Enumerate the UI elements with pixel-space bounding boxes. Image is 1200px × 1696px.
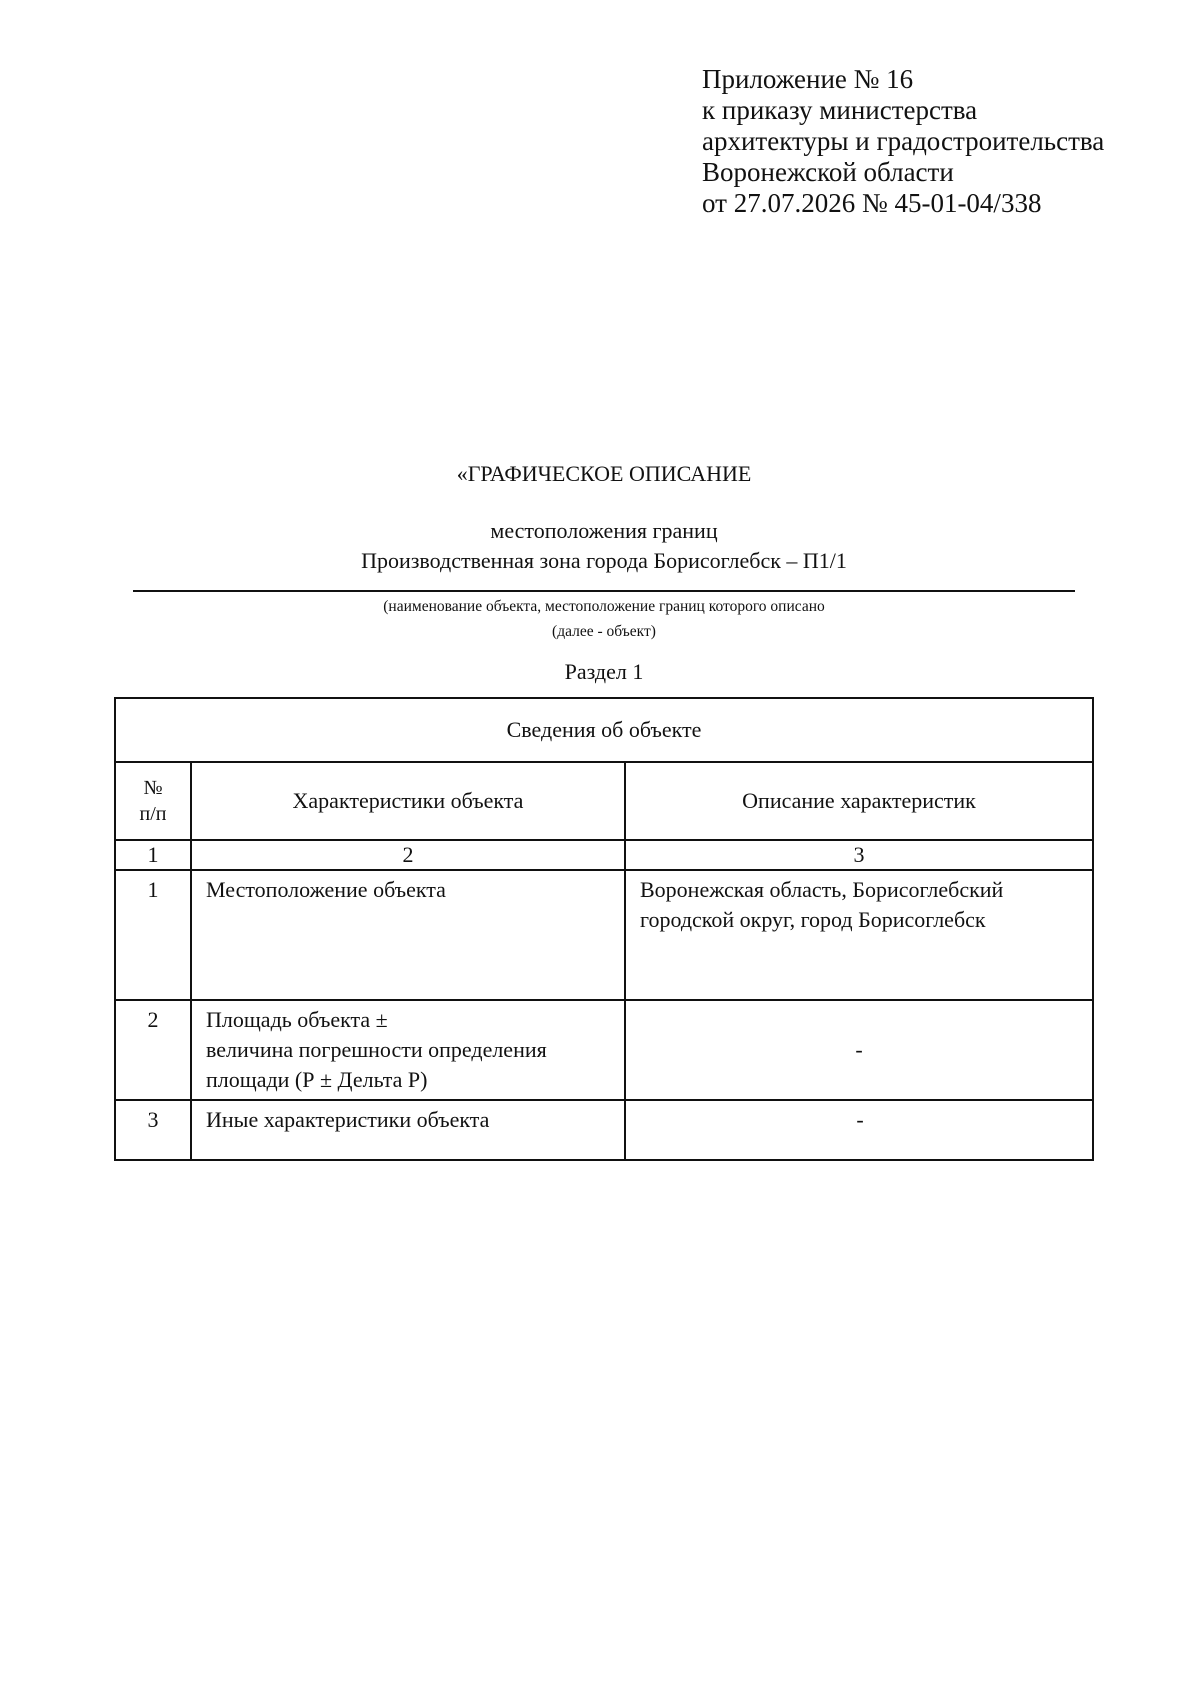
row-description: [625, 1100, 1093, 1160]
row-characteristic: [191, 1100, 625, 1160]
table-row: [115, 1000, 1093, 1100]
row-characteristic-line: площади (Р ± Дельта Р): [206, 1067, 428, 1092]
column-header-number: [115, 762, 191, 840]
row-description-line: городской округ, город Борисоглебск: [640, 907, 986, 932]
column-index-row: [115, 840, 1093, 870]
row-characteristic: [191, 1000, 625, 1100]
object-caption: [133, 594, 1075, 644]
table-heading: Сведения об объекте: [115, 698, 1093, 762]
underline-rule: [133, 590, 1075, 592]
object-info-table: [114, 697, 1094, 1161]
column-header-number-line-2: п/п: [139, 803, 167, 825]
column-index: 2: [191, 840, 625, 870]
row-characteristic-line: Местоположение объекта: [206, 877, 446, 902]
row-description-line: -: [856, 1107, 864, 1132]
row-description-line: -: [855, 1037, 863, 1062]
table-heading-row: [115, 698, 1093, 762]
appendix-line: к приказу министерства: [702, 95, 978, 125]
document-title: «ГРАФИЧЕСКОЕ ОПИСАНИЕ: [456, 461, 752, 486]
document-subtitle: [133, 516, 1075, 576]
row-characteristic-line: Площадь объекта ±: [206, 1007, 388, 1032]
table-row: [115, 870, 1093, 1000]
section-label: Раздел 1: [564, 659, 644, 684]
row-characteristic: [191, 870, 625, 1000]
subtitle-line-2: Производственная зона города Борисоглебск – П1/1: [361, 548, 847, 573]
column-index: 1: [115, 840, 191, 870]
row-description: [625, 870, 1093, 1000]
row-number: 2: [115, 1000, 191, 1100]
row-characteristic-line: величина погрешности определения: [206, 1037, 547, 1062]
appendix-line: архитектуры и градостроительства: [702, 126, 1105, 156]
appendix-block: [702, 64, 1104, 219]
column-index: 3: [625, 840, 1093, 870]
caption-line-1: (наименование объекта, местоположение границ которого описано: [383, 598, 825, 615]
row-characteristic-line: Иные характеристики объекта: [206, 1107, 490, 1132]
column-header-row: [115, 762, 1093, 840]
caption-line-2: (далее - объект): [552, 623, 656, 640]
column-header-characteristic: Характеристики объекта: [191, 762, 625, 840]
subtitle-line-1: местоположения границ: [490, 518, 718, 543]
table-row: [115, 1100, 1093, 1160]
appendix-line: Воронежской области: [702, 157, 954, 187]
column-header-description: Описание характеристик: [625, 762, 1093, 840]
row-number: 1: [115, 870, 191, 1000]
appendix-line: от 27.07.2026 № 45-01-04/338: [702, 188, 1042, 218]
row-number: 3: [115, 1100, 191, 1160]
column-header-number-line-1: №: [143, 777, 163, 799]
appendix-line: Приложение № 16: [702, 64, 914, 94]
row-description-line: Воронежская область, Борисоглебский: [640, 877, 1004, 902]
row-description: [625, 1000, 1093, 1100]
